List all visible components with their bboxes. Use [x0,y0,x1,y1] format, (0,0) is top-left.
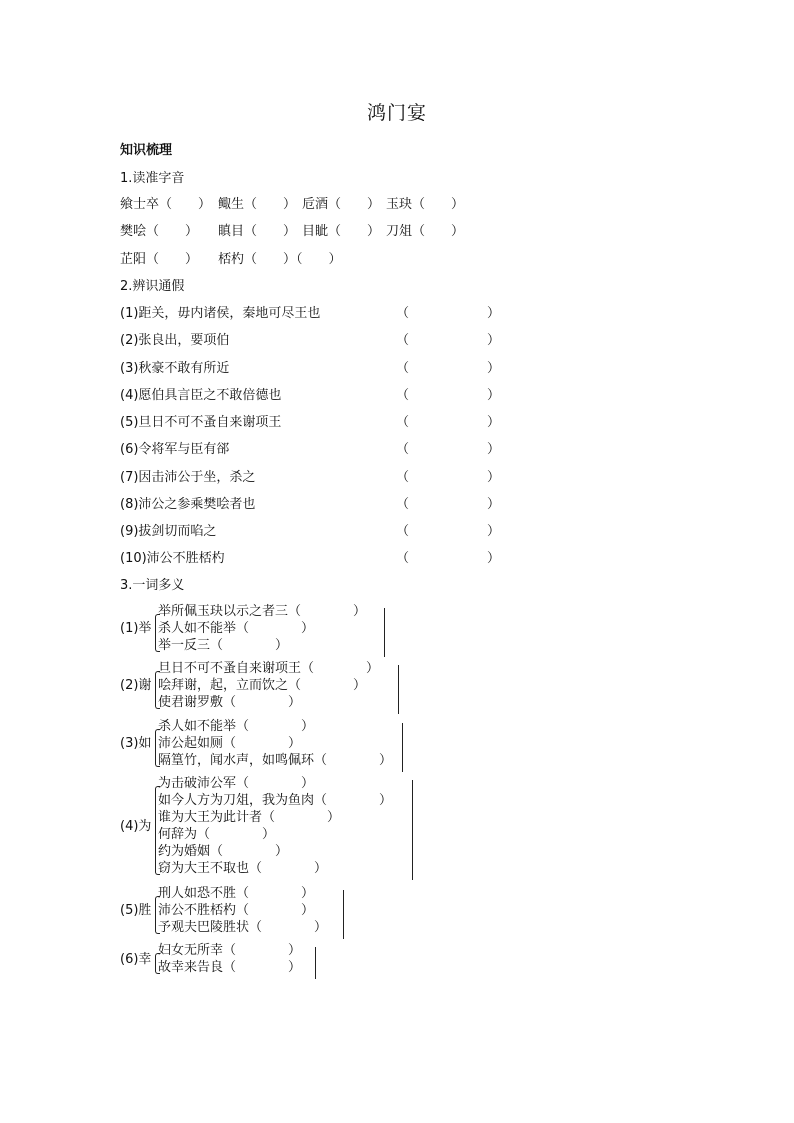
word-label: (2)谢 [120,678,152,693]
variant-item-text: (8)沛公之参乘樊哙者也 [120,497,256,512]
meaning-item: 约为婚姻（ ） [158,844,289,859]
meaning-item: 杀人如不能举（ ） [158,621,315,636]
meaning-item: 予观夫巴陵胜状（ ） [158,920,328,935]
word-label: (3)如 [120,736,152,751]
pronunciation-item: 玉玦（ ） [386,197,465,212]
pronunciation-item: 卮酒（ ） [302,197,381,212]
variant-item-text: (7)因击沛公于坐，杀之 [120,470,256,485]
brace-right [412,780,413,880]
meaning-item: 何辞为（ ） [158,827,276,842]
brace-right [343,890,344,939]
brace-right [315,947,316,979]
page-title: 鸿门宴 [366,102,427,124]
meaning-item: 为击破沛公军（ ） [158,776,315,791]
pronunciation-item: 目眦（ ） [302,224,381,239]
word-label: (6)幸 [120,951,152,967]
part3-heading: 3.一词多义 [120,578,185,593]
brace-left [155,953,160,974]
meaning-item: 窃为大王不取也（ ） [158,861,328,876]
meaning-item: 妇女无所幸（ ） [158,943,302,958]
pronunciation-item: 芷阳（ ） [120,252,199,267]
meaning-item: 如今人方为刀俎，我为鱼肉（ ） [158,793,393,808]
word-label: (5)胜 [120,903,152,918]
answer-blank: （ ） [396,497,501,512]
variant-item-text: (2)张良出，要项伯 [120,333,230,348]
pronunciation-item: 樊哙（ ） [120,224,199,239]
answer-blank: （ ） [396,470,501,485]
meaning-item: 举所佩玉玦以示之者三（ ） [158,604,367,619]
meaning-item: 沛公起如厕（ ） [158,736,302,751]
pronunciation-item: 瞋目（ ） [218,224,297,239]
brace-left [155,786,160,875]
variant-item-text: (1)距关，毋内诸侯，秦地可尽王也 [120,306,321,321]
pronunciation-item: 鲰生（ ） [218,197,297,212]
answer-blank: （ ） [396,333,501,348]
part2-heading: 2.辨识通假 [120,279,185,294]
brace-right [398,665,399,714]
meaning-item: 使君谢罗敷（ ） [158,695,302,710]
variant-item-text: (6)令将军与臣有郤 [120,442,230,457]
variant-item-text: (5)旦日不可不蚤自来谢项王 [120,415,282,430]
answer-blank: （ ） [396,361,501,376]
variant-item-text: (10)沛公不胜桮杓 [120,551,225,566]
brace-left [155,614,160,652]
pronunciation-item: 桮杓（ ）（ ） [218,252,342,267]
brace-left [155,896,160,934]
part1-heading: 1.读准字音 [120,171,185,186]
brace-right [402,723,403,772]
answer-blank: （ ） [396,442,501,457]
answer-blank: （ ） [396,306,501,321]
brace-right [384,608,385,657]
meaning-item: 刑人如恐不胜（ ） [158,886,315,901]
meaning-item: 旦日不可不蚤自来谢项王（ ） [158,661,380,676]
answer-blank: （ ） [396,551,501,566]
pronunciation-item: 飨士卒（ ） [120,197,212,212]
meaning-item: 故幸来告良（ ） [158,960,302,975]
variant-item-text: (9)拔剑切而啗之 [120,524,217,539]
brace-left [155,671,160,709]
meaning-item: 隔篁竹，闻水声，如鸣佩环（ ） [158,753,393,768]
answer-blank: （ ） [396,524,501,539]
variant-item-text: (4)愿伯具言臣之不敢倍德也 [120,388,282,403]
word-label: (4)为 [120,818,152,834]
meaning-item: 哙拜谢，起，立而饮之（ ） [158,678,367,693]
meaning-item: 杀人如不能举（ ） [158,719,315,734]
answer-blank: （ ） [396,415,501,430]
word-label: (1)举 [120,621,152,636]
meaning-item: 谁为大王为此计者（ ） [158,810,341,825]
variant-item-text: (3)秋豪不敢有所近 [120,361,230,376]
meaning-item: 沛公不胜桮杓（ ） [158,903,315,918]
section-heading: 知识梳理 [120,143,173,158]
pronunciation-item: 刀俎（ ） [386,224,465,239]
answer-blank: （ ） [396,388,501,403]
brace-left [155,729,160,767]
meaning-item: 举一反三（ ） [158,638,289,653]
